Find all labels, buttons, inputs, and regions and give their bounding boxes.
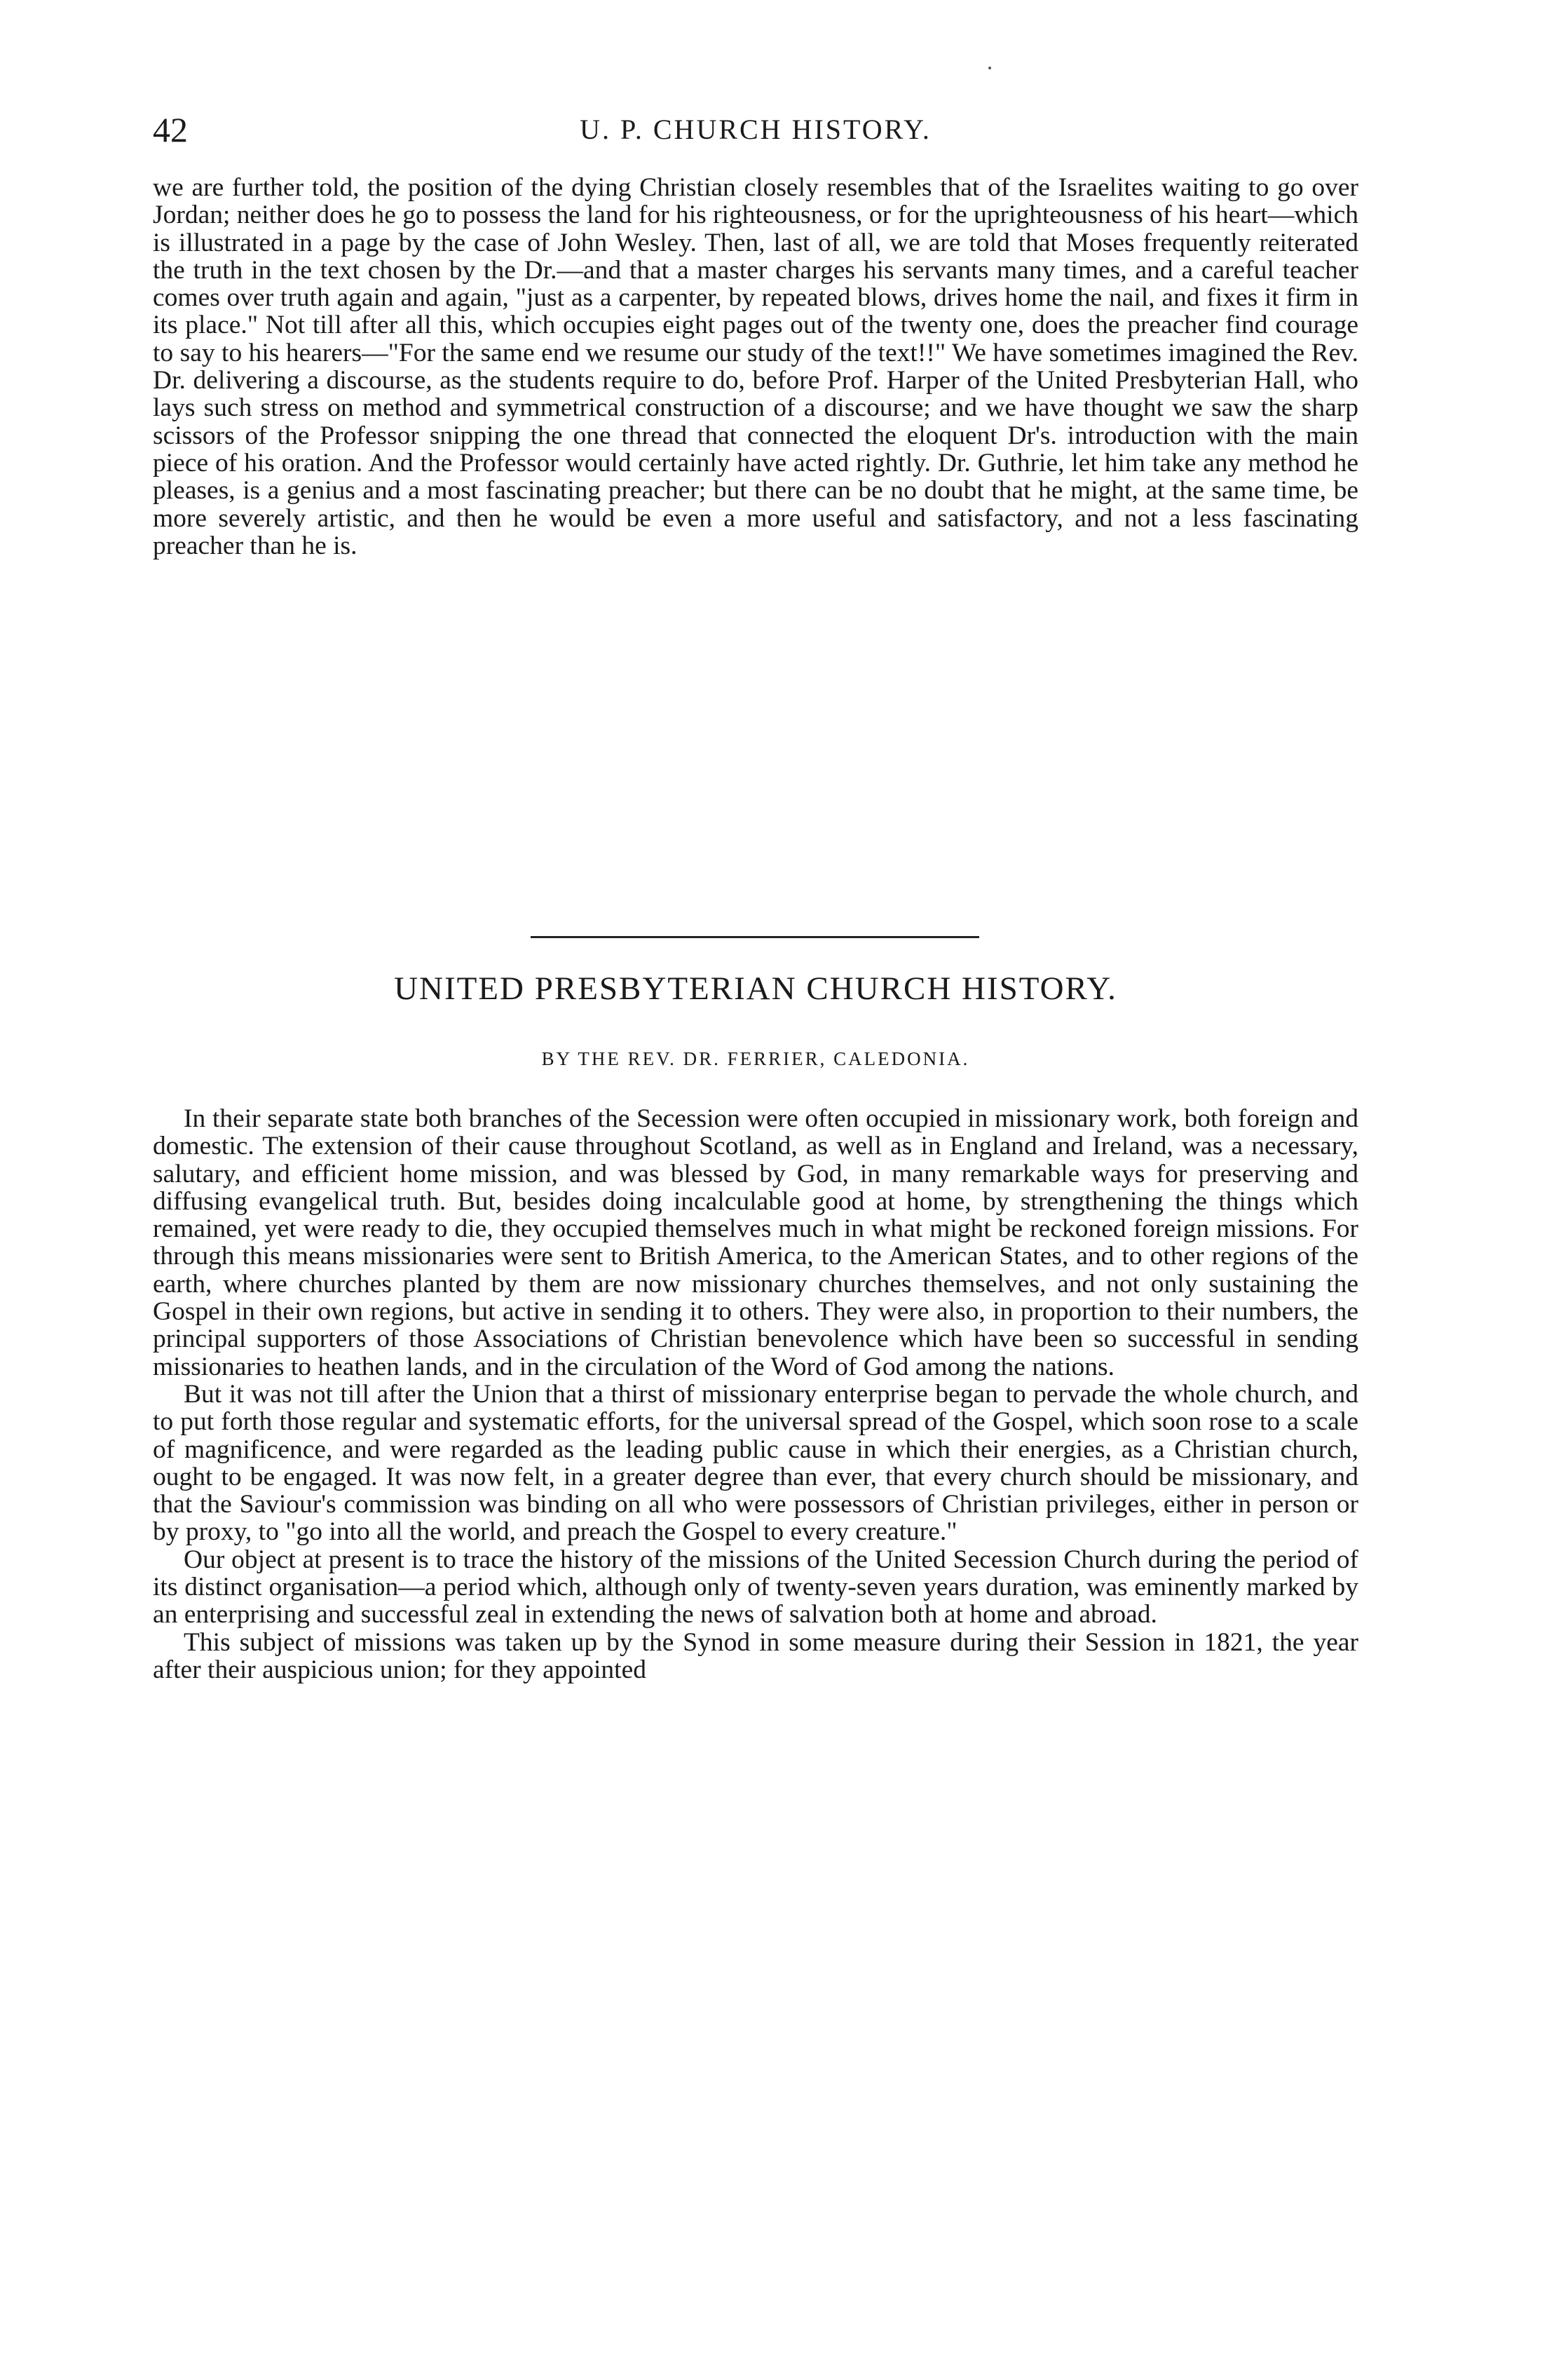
- running-title: U. P. CHURCH HISTORY.: [580, 114, 932, 145]
- page-number: 42: [153, 110, 188, 149]
- article-byline: BY THE REV. DR. FERRIER, CALEDONIA.: [541, 1048, 970, 1069]
- running-header: [153, 105, 1358, 154]
- article-title: UNITED PRESBYTERIAN CHURCH HISTORY.: [394, 970, 1117, 1007]
- article-paragraph-1: In their separate state both branches of the Secession were often occupied in missionary work, both foreign and domestic. The extension of their cause throughout Scotland, as well as in England and Ireland, was a necessary, salutary, and efficient home mission, and was blessed by God, in many remarkable ways for preserving and diffusing evangelical truth. But, besides doing incalculable good at home, by strengthening the things which remained, yet were ready to die, they occupied themselves much in what might be reckoned foreign missions. For through this means missionaries were sent to British America, to the American States, and to other regions of the earth, where churches planted by them are now missionary churches themselves, and not only sustaining the Gospel in their own regions, but active in sending it to others. They were also, in proportion to their numbers, the principal supporters of those Associations of Christian benevolence which have been so successful in sending missionaries to heathen lands, and in the circulation of the Word of God among the nations.: [153, 1104, 1358, 1381]
- ink-speck: [988, 67, 991, 69]
- article-paragraph-2: But it was not till after the Union that a thirst of missionary enterprise began to pervade the whole church, and to put forth those regular and systematic efforts, for the universal spread of the Gospel, which soon rose to a scale of magnificence, and were regarded as the leading public cause in which their energies, as a Christian church, ought to be engaged. It was now felt, in a greater degree than ever, that every church should be missionary, and that the Saviour's commission was binding on all who were possessors of Christian privileges, either in person or by proxy, to "go into all the world, and preach the Gospel to every creature.": [153, 1379, 1358, 1547]
- article-body: [153, 1105, 1358, 1683]
- preceding-paragraph: we are further told, the position of the dying Christian closely resembles that of the Israelites waiting to go over Jordan; neither does he go to possess the land for his righteousness, or for the uprighteousness of his heart—which is illustrated in a page by the case of John Wesley. Then, last of all, we are told that Moses frequently reiterated the truth in the text chosen by the Dr.—and that a master charges his servants many times, and a careful teacher comes over truth again and again, "just as a carpenter, by repeated blows, drives home the nail, and fixes it firm in its place." Not till after all this, which occupies eight pages out of the twenty one, does the preacher find courage to say to his hearers—"For the same end we resume our study of the text!!" We have sometimes imagined the Rev. Dr. delivering a discourse, as the students require to do, before Prof. Harper of the United Presbyterian Hall, who lays such stress on method and symmetrical construction of a discourse; and we have thought we saw the sharp scissors of the Professor snipping the one thread that connected the eloquent Dr's. introduction with the main piece of his oration. And the Professor would certainly have acted rightly. Dr. Guthrie, let him take any method he pleases, is a genius and a most fascinating preacher; but there can be no doubt that he might, at the same time, be more severely artistic, and then he would be even a more useful and satisfactory, and not a less fascinating preacher than he is.: [153, 173, 1358, 560]
- preceding-article-text: [153, 174, 1358, 560]
- article-paragraph-3: Our object at present is to trace the history of the missions of the United Secession Church during the period of its distinct organisation—a period which, although only of twenty-seven years duration, was eminently marked by an enterprising and successful zeal in extending the news of salvation both at home and abroad.: [153, 1545, 1358, 1629]
- section-divider: [531, 936, 979, 938]
- article-paragraph-4: This subject of missions was taken up by the Synod in some measure during their Session in 1821, the year after their auspicious union; for they appointed: [153, 1627, 1358, 1684]
